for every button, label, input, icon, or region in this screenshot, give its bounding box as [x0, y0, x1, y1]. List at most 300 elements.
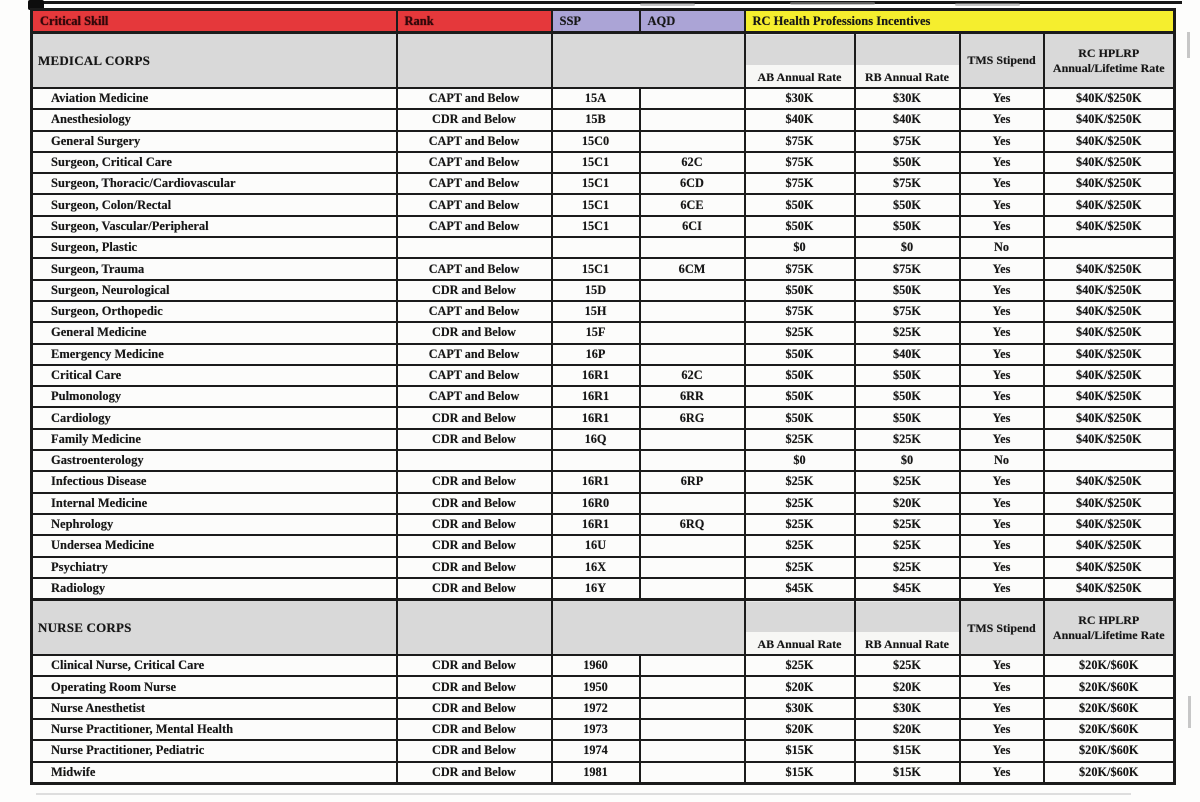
table-row: [32, 514, 1175, 535]
table-row: [32, 407, 1175, 428]
rb-rate-cell: $0: [855, 237, 960, 258]
skill-cell: Surgeon, Vascular/Peripheral: [32, 216, 397, 237]
section-band-row: [32, 600, 1175, 656]
hplrp-rate-cell: $40K/$250K: [1044, 535, 1175, 556]
ssp-cell: 15B: [552, 109, 640, 130]
ssp-cell: 15C1: [552, 216, 640, 237]
aqd-cell: [640, 676, 745, 697]
hplrp-rate-cell: $40K/$250K: [1044, 280, 1175, 301]
hplrp-rate-cell: $40K/$250K: [1044, 429, 1175, 450]
ssp-cell: 15C1: [552, 194, 640, 215]
skill-cell: Midwife: [32, 762, 397, 784]
rank-cell: CDR and Below: [397, 740, 552, 761]
rank-cell: CDR and Below: [397, 655, 552, 676]
rank-cell: CDR and Below: [397, 429, 552, 450]
tms-stipend-cell: Yes: [960, 557, 1044, 578]
aqd-cell: [640, 698, 745, 719]
tms-stipend-cell: Yes: [960, 173, 1044, 194]
scan-smudge: [640, 3, 695, 6]
hplrp-rate-cell: $20K/$60K: [1044, 698, 1175, 719]
ssp-cell: 16Q: [552, 429, 640, 450]
ab-rate-cell: $75K: [745, 258, 855, 279]
aqd-cell: 62C: [640, 152, 745, 173]
ab-rate-cell: $15K: [745, 762, 855, 784]
ab-rate-cell: $75K: [745, 173, 855, 194]
hplrp-rate-cell: $20K/$60K: [1044, 740, 1175, 761]
rb-rate-cell: $50K: [855, 152, 960, 173]
tms-stipend-cell: Yes: [960, 407, 1044, 428]
aqd-cell: 6CI: [640, 216, 745, 237]
rank-cell: CAPT and Below: [397, 194, 552, 215]
tms-stipend-cell: Yes: [960, 762, 1044, 784]
rank-cell: CAPT and Below: [397, 131, 552, 152]
rb-rate-cell: $50K: [855, 386, 960, 407]
table-row: [32, 344, 1175, 365]
aqd-cell: [640, 237, 745, 258]
aqd-cell: [640, 578, 745, 600]
tms-stipend-cell: Yes: [960, 429, 1044, 450]
rb-rate-cell: $0: [855, 450, 960, 471]
ssp-cell: 16R1: [552, 365, 640, 386]
tms-stipend-cell: Yes: [960, 194, 1044, 215]
skill-cell: Critical Care: [32, 365, 397, 386]
skill-cell: Gastroenterology: [32, 450, 397, 471]
rank-cell: CDR and Below: [397, 557, 552, 578]
aqd-cell: 6RP: [640, 471, 745, 492]
aqd-cell: 6CE: [640, 194, 745, 215]
rb-rate-cell: $25K: [855, 535, 960, 556]
table-row: [32, 719, 1175, 740]
skill-cell: Nurse Anesthetist: [32, 698, 397, 719]
skill-cell: General Medicine: [32, 322, 397, 343]
table-row: [32, 280, 1175, 301]
table-row: [32, 109, 1175, 130]
rb-rate-cell: $25K: [855, 557, 960, 578]
ab-rate-cell: $50K: [745, 280, 855, 301]
ssp-cell: [552, 450, 640, 471]
aqd-cell: [640, 88, 745, 109]
rb-rate-cell: $75K: [855, 131, 960, 152]
tms-stipend-cell: Yes: [960, 578, 1044, 600]
column-subheader-rc-hplrp-rate: RC HPLRP Annual/Lifetime Rate: [1044, 33, 1175, 89]
ab-rate-cell: $25K: [745, 471, 855, 492]
aqd-cell: 62C: [640, 365, 745, 386]
hplrp-rate-cell: $40K/$250K: [1044, 493, 1175, 514]
scan-smudge: [955, 3, 1020, 6]
table-row: [32, 493, 1175, 514]
rb-rate-cell: $25K: [855, 471, 960, 492]
section-band-rank-cell: [397, 600, 552, 656]
ssp-cell: 16R1: [552, 471, 640, 492]
aqd-cell: 6RG: [640, 407, 745, 428]
ssp-cell: 15C1: [552, 258, 640, 279]
incentives-table: [30, 8, 1176, 785]
ssp-cell: [552, 237, 640, 258]
tms-stipend-cell: Yes: [960, 152, 1044, 173]
tms-stipend-cell: Yes: [960, 365, 1044, 386]
aqd-cell: 6RQ: [640, 514, 745, 535]
aqd-cell: [640, 655, 745, 676]
ssp-cell: 16U: [552, 535, 640, 556]
rank-cell: [397, 450, 552, 471]
hplrp-rate-cell: $40K/$250K: [1044, 407, 1175, 428]
rank-cell: [397, 237, 552, 258]
rb-rate-cell: $75K: [855, 301, 960, 322]
ssp-cell: 16R1: [552, 386, 640, 407]
ssp-cell: 15H: [552, 301, 640, 322]
table-row: [32, 762, 1175, 784]
table-row: [32, 152, 1175, 173]
rank-cell: CDR and Below: [397, 280, 552, 301]
skill-cell: Psychiatry: [32, 557, 397, 578]
skill-cell: Internal Medicine: [32, 493, 397, 514]
rank-cell: CDR and Below: [397, 676, 552, 697]
rb-rate-cell: $50K: [855, 280, 960, 301]
ab-rate-cell: $20K: [745, 719, 855, 740]
skill-cell: Infectious Disease: [32, 471, 397, 492]
hplrp-rate-cell: $40K/$250K: [1044, 514, 1175, 535]
tms-stipend-cell: Yes: [960, 216, 1044, 237]
skill-cell: Emergency Medicine: [32, 344, 397, 365]
ssp-cell: 16X: [552, 557, 640, 578]
scan-bottom-shadow: [36, 793, 1131, 795]
ab-rate-cell: $0: [745, 237, 855, 258]
hplrp-rate-cell: $20K/$60K: [1044, 676, 1175, 697]
hplrp-rate-cell: $40K/$250K: [1044, 194, 1175, 215]
rank-cell: CAPT and Below: [397, 152, 552, 173]
ab-rate-cell: $30K: [745, 698, 855, 719]
ssp-cell: 15F: [552, 322, 640, 343]
ab-rate-cell: $50K: [745, 194, 855, 215]
hplrp-rate-cell: $40K/$250K: [1044, 365, 1175, 386]
ssp-cell: 1981: [552, 762, 640, 784]
ab-rate-cell: $25K: [745, 557, 855, 578]
ssp-cell: 16P: [552, 344, 640, 365]
rb-rate-cell: $75K: [855, 258, 960, 279]
aqd-cell: 6CD: [640, 173, 745, 194]
tms-stipend-cell: Yes: [960, 88, 1044, 109]
tms-stipend-cell: Yes: [960, 493, 1044, 514]
rb-rate-cell: $50K: [855, 216, 960, 237]
ssp-cell: 16R0: [552, 493, 640, 514]
rank-cell: CAPT and Below: [397, 258, 552, 279]
hplrp-rate-cell: $40K/$250K: [1044, 88, 1175, 109]
column-subheader-tms-stipend: TMS Stipend: [960, 600, 1044, 656]
ab-rate-cell: $75K: [745, 131, 855, 152]
rank-cell: CAPT and Below: [397, 88, 552, 109]
ab-rate-cell: $50K: [745, 386, 855, 407]
ssp-cell: 15C1: [552, 173, 640, 194]
rb-rate-cell: $40K: [855, 109, 960, 130]
skill-cell: Surgeon, Critical Care: [32, 152, 397, 173]
section-title: NURSE CORPS: [32, 600, 397, 656]
table-row: [32, 365, 1175, 386]
skill-cell: Undersea Medicine: [32, 535, 397, 556]
column-header-aqd: AQD: [640, 10, 745, 33]
rank-cell: CDR and Below: [397, 407, 552, 428]
ssp-cell: 1972: [552, 698, 640, 719]
table-row: [32, 471, 1175, 492]
aqd-cell: [640, 301, 745, 322]
ssp-cell: 1960: [552, 655, 640, 676]
ssp-cell: 16R1: [552, 514, 640, 535]
tms-stipend-cell: Yes: [960, 535, 1044, 556]
tms-stipend-cell: Yes: [960, 676, 1044, 697]
rb-rate-cell: $15K: [855, 740, 960, 761]
hplrp-rate-cell: $40K/$250K: [1044, 471, 1175, 492]
rank-cell: CDR and Below: [397, 493, 552, 514]
rank-cell: CAPT and Below: [397, 216, 552, 237]
tms-stipend-cell: Yes: [960, 471, 1044, 492]
ssp-cell: 16Y: [552, 578, 640, 600]
table-row: [32, 237, 1175, 258]
tms-stipend-cell: Yes: [960, 655, 1044, 676]
ab-rate-cell: $25K: [745, 514, 855, 535]
ssp-cell: 16R1: [552, 407, 640, 428]
hplrp-rate-cell: $40K/$250K: [1044, 131, 1175, 152]
rank-cell: CDR and Below: [397, 719, 552, 740]
ab-rate-cell: $30K: [745, 88, 855, 109]
hplrp-rate-cell: $40K/$250K: [1044, 216, 1175, 237]
ab-rate-cell: $50K: [745, 365, 855, 386]
ab-rate-cell: $50K: [745, 216, 855, 237]
table-header-row: [32, 10, 1175, 33]
scan-smudge: [790, 2, 875, 5]
aqd-cell: [640, 740, 745, 761]
ab-rate-cell: $20K: [745, 676, 855, 697]
scan-streak: [1188, 696, 1191, 728]
rb-rate-cell: $50K: [855, 194, 960, 215]
tms-stipend-cell: Yes: [960, 280, 1044, 301]
ssp-cell: 1974: [552, 740, 640, 761]
hplrp-rate-cell: $20K/$60K: [1044, 719, 1175, 740]
tms-stipend-cell: Yes: [960, 514, 1044, 535]
rb-rate-cell: $45K: [855, 578, 960, 600]
rb-rate-cell: $20K: [855, 493, 960, 514]
ab-rate-cell: $75K: [745, 301, 855, 322]
rank-cell: CDR and Below: [397, 471, 552, 492]
skill-cell: Anesthesiology: [32, 109, 397, 130]
aqd-cell: 6RR: [640, 386, 745, 407]
tms-stipend-cell: Yes: [960, 740, 1044, 761]
table-row: [32, 535, 1175, 556]
rb-rate-cell: $75K: [855, 173, 960, 194]
section-band-rank-cell: [397, 33, 552, 89]
rank-cell: CDR and Below: [397, 535, 552, 556]
rank-cell: CAPT and Below: [397, 173, 552, 194]
section-band-row: [32, 33, 1175, 89]
aqd-cell: [640, 719, 745, 740]
aqd-cell: [640, 450, 745, 471]
skill-cell: Surgeon, Trauma: [32, 258, 397, 279]
rank-cell: CDR and Below: [397, 578, 552, 600]
hplrp-rate-cell: [1044, 450, 1175, 471]
hplrp-rate-cell: $20K/$60K: [1044, 655, 1175, 676]
rb-rate-cell: $30K: [855, 88, 960, 109]
rank-cell: CDR and Below: [397, 698, 552, 719]
skill-cell: Surgeon, Colon/Rectal: [32, 194, 397, 215]
ssp-cell: 1950: [552, 676, 640, 697]
rb-rate-cell: $50K: [855, 365, 960, 386]
hplrp-rate-cell: $40K/$250K: [1044, 344, 1175, 365]
table-row: [32, 655, 1175, 676]
ssp-cell: 15D: [552, 280, 640, 301]
rb-rate-cell: $15K: [855, 762, 960, 784]
skill-cell: Cardiology: [32, 407, 397, 428]
skill-cell: Operating Room Nurse: [32, 676, 397, 697]
ab-rate-cell: $40K: [745, 109, 855, 130]
hplrp-rate-cell: $40K/$250K: [1044, 322, 1175, 343]
table-row: [32, 194, 1175, 215]
skill-cell: Surgeon, Neurological: [32, 280, 397, 301]
rb-rate-cell: $50K: [855, 407, 960, 428]
skill-cell: Pulmonology: [32, 386, 397, 407]
column-header-incentives: RC Health Professions Incentives: [745, 10, 1175, 33]
rank-cell: CAPT and Below: [397, 386, 552, 407]
tms-stipend-cell: Yes: [960, 131, 1044, 152]
ab-rate-cell: $25K: [745, 322, 855, 343]
tms-stipend-cell: Yes: [960, 386, 1044, 407]
table-row: [32, 386, 1175, 407]
hplrp-rate-cell: $40K/$250K: [1044, 109, 1175, 130]
table-row: [32, 131, 1175, 152]
aqd-cell: [640, 535, 745, 556]
skill-cell: Surgeon, Orthopedic: [32, 301, 397, 322]
hplrp-rate-cell: $40K/$250K: [1044, 386, 1175, 407]
ab-rate-cell: $15K: [745, 740, 855, 761]
rank-cell: CDR and Below: [397, 322, 552, 343]
column-header-ssp: SSP: [552, 10, 640, 33]
ab-rate-cell: $50K: [745, 407, 855, 428]
column-subheader-rc-hplrp-rate: RC HPLRP Annual/Lifetime Rate: [1044, 600, 1175, 656]
table-row: [32, 578, 1175, 600]
rank-cell: CAPT and Below: [397, 344, 552, 365]
hplrp-rate-cell: $20K/$60K: [1044, 762, 1175, 784]
hplrp-rate-cell: $40K/$250K: [1044, 578, 1175, 600]
section-band-ssp-aqd-cell: [552, 33, 745, 89]
rb-rate-cell: $40K: [855, 344, 960, 365]
ssp-cell: 15C0: [552, 131, 640, 152]
table-body: [32, 33, 1175, 784]
aqd-cell: [640, 280, 745, 301]
table-row: [32, 698, 1175, 719]
tms-stipend-cell: Yes: [960, 109, 1044, 130]
ssp-cell: 15C1: [552, 152, 640, 173]
hplrp-rate-cell: [1044, 237, 1175, 258]
aqd-cell: [640, 429, 745, 450]
skill-cell: Aviation Medicine: [32, 88, 397, 109]
ssp-cell: 15A: [552, 88, 640, 109]
section-band-ssp-aqd-cell: [552, 600, 745, 656]
hplrp-rate-cell: $40K/$250K: [1044, 557, 1175, 578]
scan-streak: [1187, 32, 1190, 58]
rb-rate-cell: $25K: [855, 429, 960, 450]
skill-cell: Surgeon, Plastic: [32, 237, 397, 258]
aqd-cell: [640, 131, 745, 152]
table-row: [32, 301, 1175, 322]
ab-rate-cell: $25K: [745, 655, 855, 676]
rank-cell: CDR and Below: [397, 109, 552, 130]
ab-rate-cell: $50K: [745, 344, 855, 365]
table-row: [32, 258, 1175, 279]
table-row: [32, 322, 1175, 343]
ssp-cell: 1973: [552, 719, 640, 740]
table-row: [32, 557, 1175, 578]
table-row: [32, 88, 1175, 109]
aqd-cell: [640, 493, 745, 514]
rb-rate-cell: $20K: [855, 676, 960, 697]
aqd-cell: [640, 109, 745, 130]
hplrp-rate-cell: $40K/$250K: [1044, 301, 1175, 322]
section-title: MEDICAL CORPS: [32, 33, 397, 89]
hplrp-rate-cell: $40K/$250K: [1044, 152, 1175, 173]
aqd-cell: [640, 344, 745, 365]
aqd-cell: 6CM: [640, 258, 745, 279]
column-subheader-ab-annual-rate: AB Annual Rate: [745, 33, 855, 89]
rank-cell: CAPT and Below: [397, 301, 552, 322]
rb-rate-cell: $20K: [855, 719, 960, 740]
rank-cell: CDR and Below: [397, 762, 552, 784]
column-subheader-ab-annual-rate: AB Annual Rate: [745, 600, 855, 656]
ab-rate-cell: $25K: [745, 493, 855, 514]
tms-stipend-cell: No: [960, 450, 1044, 471]
table-row: [32, 676, 1175, 697]
tms-stipend-cell: Yes: [960, 719, 1044, 740]
ab-rate-cell: $75K: [745, 152, 855, 173]
aqd-cell: [640, 322, 745, 343]
hplrp-rate-cell: $40K/$250K: [1044, 173, 1175, 194]
skill-cell: Surgeon, Thoracic/Cardiovascular: [32, 173, 397, 194]
column-subheader-rb-annual-rate: RB Annual Rate: [855, 33, 960, 89]
column-header-rank: Rank: [397, 10, 552, 33]
table-row: [32, 173, 1175, 194]
tms-stipend-cell: Yes: [960, 301, 1044, 322]
skill-cell: Radiology: [32, 578, 397, 600]
rb-rate-cell: $25K: [855, 655, 960, 676]
hplrp-rate-cell: $40K/$250K: [1044, 258, 1175, 279]
column-header-critical-skill: Critical Skill: [32, 10, 397, 33]
table-row: [32, 216, 1175, 237]
aqd-cell: [640, 762, 745, 784]
rank-cell: CAPT and Below: [397, 365, 552, 386]
skill-cell: Nurse Practitioner, Pediatric: [32, 740, 397, 761]
rank-cell: CDR and Below: [397, 514, 552, 535]
rb-rate-cell: $30K: [855, 698, 960, 719]
skill-cell: General Surgery: [32, 131, 397, 152]
skill-cell: Nephrology: [32, 514, 397, 535]
column-subheader-rb-annual-rate: RB Annual Rate: [855, 600, 960, 656]
table-row: [32, 740, 1175, 761]
column-subheader-tms-stipend: TMS Stipend: [960, 33, 1044, 89]
aqd-cell: [640, 557, 745, 578]
tms-stipend-cell: Yes: [960, 344, 1044, 365]
table-row: [32, 450, 1175, 471]
ab-rate-cell: $0: [745, 450, 855, 471]
skill-cell: Family Medicine: [32, 429, 397, 450]
ab-rate-cell: $45K: [745, 578, 855, 600]
rb-rate-cell: $25K: [855, 322, 960, 343]
skill-cell: Clinical Nurse, Critical Care: [32, 655, 397, 676]
tms-stipend-cell: No: [960, 237, 1044, 258]
table-row: [32, 429, 1175, 450]
skill-cell: Nurse Practitioner, Mental Health: [32, 719, 397, 740]
tms-stipend-cell: Yes: [960, 258, 1044, 279]
tms-stipend-cell: Yes: [960, 698, 1044, 719]
ab-rate-cell: $25K: [745, 429, 855, 450]
rb-rate-cell: $25K: [855, 514, 960, 535]
ab-rate-cell: $25K: [745, 535, 855, 556]
tms-stipend-cell: Yes: [960, 322, 1044, 343]
